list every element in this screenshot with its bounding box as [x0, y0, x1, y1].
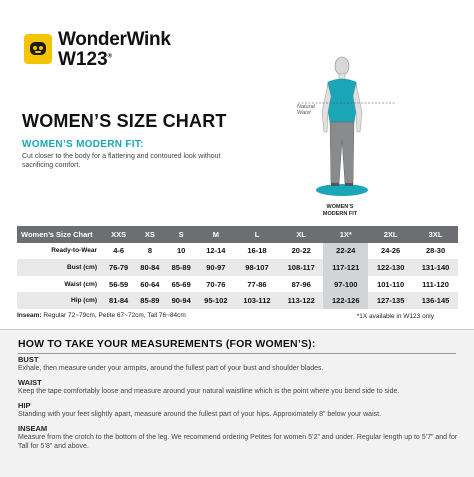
table-row	[17, 243, 458, 260]
table-cell: 90-97	[197, 259, 235, 276]
natural-waist-label: Natural Waist	[297, 104, 315, 116]
table-cell: 111-120	[422, 279, 449, 289]
table-cell: 85-89	[166, 259, 197, 276]
table-row	[17, 292, 458, 309]
section-hip: HIP Standing with your feet slightly apart, measure around the fullest part of your hips. Approximately 8” below your waist.	[18, 401, 382, 418]
table-cell: 4-6	[113, 246, 125, 256]
row-label: Hip (cm)	[17, 292, 103, 309]
table-cell: 28-30	[425, 246, 446, 256]
modern-fit-figure-illustration	[290, 52, 400, 222]
section-bust: BUST Exhale, then measure under your armpits, around the fullest part of your bust and shoulder blades.	[18, 355, 324, 372]
inseam-note: Inseam: Regular 72~79cm, Petite 67~72cm, Tall 76~84cm	[17, 312, 186, 319]
table-cell: 90-94	[166, 292, 197, 309]
table-cell: 103-112	[235, 292, 279, 309]
table-cell: 70-76	[206, 279, 226, 289]
table-cell: 98-107	[235, 259, 279, 276]
table-cell: 22-24	[323, 243, 368, 260]
table-cell: 113-122	[279, 292, 323, 309]
brand-name: WonderWink	[58, 29, 171, 50]
table-cell: 24-26	[381, 246, 401, 256]
table-cell: 81-84	[103, 292, 134, 309]
table-cell: 97-100	[323, 276, 368, 293]
table-cell: 10	[176, 246, 186, 256]
brand-mascot-icon	[24, 34, 52, 64]
table-cell: 77-86	[247, 279, 267, 289]
page-title: WOMEN’S SIZE CHART	[22, 111, 227, 131]
table-cell: 131-140	[413, 259, 458, 276]
header-cell: XXS	[103, 226, 134, 243]
table-cell: 80-84	[134, 259, 165, 276]
section-inseam: INSEAM Measure from the crotch to the bottom of the leg. We recommend ordering Petites for women 5’2” and under. Regular length up to 5’7” and for Tall for 5’8” and above.	[18, 424, 458, 450]
header-cell: XL	[279, 226, 323, 243]
table-cell: 20-22	[291, 246, 311, 256]
table-cell: 56-59	[109, 279, 129, 289]
row-label: Bust (cm)	[17, 259, 103, 276]
size-chart-table	[17, 226, 458, 309]
header-cell: Women’s Size Chart	[17, 226, 103, 243]
measurement-instructions	[0, 329, 474, 477]
table-row	[17, 259, 458, 276]
brand-sub: W123®	[58, 49, 113, 70]
table-cell: 122-130	[368, 259, 413, 276]
table-cell: 76-79	[103, 259, 134, 276]
table-cell: 85-89	[134, 292, 165, 309]
brand-logo	[24, 30, 171, 69]
table-cell: 101-110	[377, 279, 405, 289]
table-cell: 117-121	[323, 259, 368, 276]
table-cell: 95-102	[197, 292, 235, 309]
table-cell: 127-135	[368, 292, 413, 309]
table-cell: 60-64	[140, 279, 160, 289]
table-cell: 65-69	[171, 279, 191, 289]
section-waist: WAIST Keep the tape comfortably loose and measure around your natural waistline which is the point where you bend side to side.	[18, 378, 400, 395]
table-row	[17, 276, 458, 293]
header-cell: XS	[134, 226, 165, 243]
row-label: Ready-to-Wear	[51, 247, 97, 255]
header-cell: 1X*	[323, 226, 368, 243]
header-cell: S	[166, 226, 197, 243]
table-cell: 136-145	[413, 292, 458, 309]
table-header-row	[17, 226, 458, 243]
header-cell: 2XL	[368, 226, 413, 243]
table-cell: 122-126	[323, 292, 368, 309]
instructions-title: HOW TO TAKE YOUR MEASUREMENTS (FOR WOMEN’S):	[18, 338, 316, 350]
fit-description: Cut closer to the body for a flattering and contoured look without sacrificing comfort.	[22, 153, 221, 169]
header-cell: L	[235, 226, 279, 243]
table-cell: 108-117	[279, 259, 323, 276]
figure-caption: WOMEN’S MODERN FIT	[322, 204, 358, 217]
header-cell: 3XL	[413, 226, 458, 243]
header-cell: M	[197, 226, 235, 243]
table-cell: 12-14	[206, 246, 226, 256]
availability-note: *1X available in W123 only	[356, 313, 434, 320]
table-cell: 16-18	[247, 246, 267, 256]
table-cell: 8	[147, 246, 152, 256]
table-cell: 87-96	[291, 279, 311, 289]
row-label: Waist (cm)	[64, 280, 97, 288]
fit-title: WOMEN’S MODERN FIT:	[22, 139, 144, 150]
